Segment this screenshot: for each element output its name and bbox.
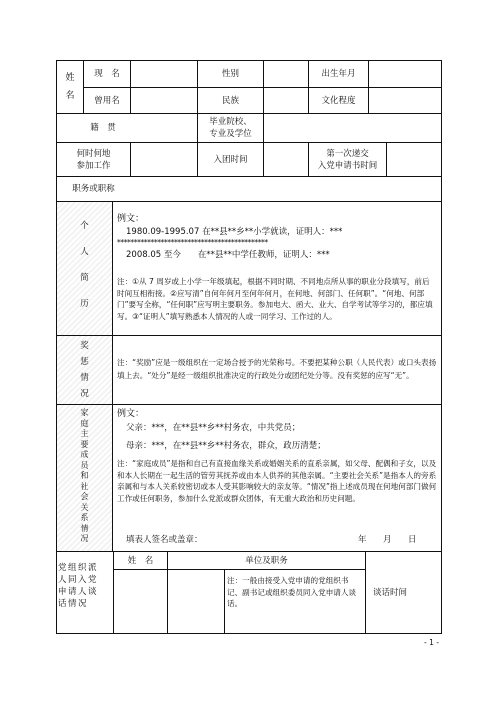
former-name-label: 曾用名: [94, 95, 120, 106]
birth-field[interactable]: [369, 61, 441, 87]
resume-example-line-1: 1980.09-1995.07 在**县**乡**小学就读，证明人：***: [126, 227, 343, 237]
native-place-field[interactable]: [150, 114, 197, 142]
signature-field[interactable]: [215, 533, 345, 547]
talker-unit-note: 注：一般由接受入党申请的党组织书记、副书记或组织委员同入党申请人谈话。: [227, 576, 357, 609]
first-application-label: 第一次递交 入党申请书时间: [317, 148, 378, 171]
family-example-label: 例文：: [117, 409, 145, 419]
birth-label: 出生年月: [321, 69, 356, 79]
education-field[interactable]: [369, 88, 441, 113]
name-section-label: 姓 名: [65, 73, 75, 101]
talker-unit-header: 单位及职务: [245, 555, 288, 566]
resume-example-label: 例文：: [117, 214, 145, 224]
first-application-field[interactable]: [387, 143, 441, 176]
family-mother: 母亲：***，在**县**乡**村务农，群众，政历清楚；: [126, 441, 326, 451]
position-field[interactable]: [131, 177, 441, 201]
resume-section-label: 个 人 简 历: [80, 221, 89, 309]
school-major-field[interactable]: [264, 114, 441, 142]
talk-time-field[interactable]: [414, 552, 441, 633]
position-label: 职务或职称: [72, 184, 115, 194]
league-time-field[interactable]: [264, 143, 308, 176]
league-time-label: 入团时间: [213, 154, 248, 165]
family-father: 父亲：***，在**县**乡**村务农，中共党员；: [126, 423, 301, 433]
ethnicity-label: 民族: [221, 95, 239, 106]
date-day: 日: [408, 535, 417, 545]
talk-section-label: 党组织派 人同入党 申请人谈 话情况: [58, 563, 99, 609]
signature-label: 填表人签名或盖章：: [126, 535, 203, 545]
awards-note: 注：“奖励”应是一级组织在一定场合授予的光荣称号。不要把某种公职（人民代表）或口头表扬填上去。“处分”是经一级组织批准决定的行政处分或团纪处分等。没有奖惩的应写“无”。: [117, 358, 437, 380]
family-section-label: 家 庭 主 要 成 员 和 社 会 关 系 情 况: [80, 408, 89, 543]
current-name-label: 现 名: [94, 69, 120, 79]
school-major-label: 毕业院校、 专业及学位: [209, 117, 252, 139]
education-label: 文化程度: [321, 95, 356, 106]
talker-name-header: 姓 名: [127, 555, 154, 566]
work-start-label: 何时何地 参加工作: [76, 148, 111, 171]
native-place-label: 籍 贯: [90, 123, 116, 133]
resume-note: 注：①从 7 周岁或上小学一年级填起，根据不同时期、不同地点所从事的职业分段填写，前后时间互相衔接。②应写清”自何年何月至何年何月，在何地、何部门、任何职”。“何地、何部门”要写全称，“任何职”应写明主要职务。参加电大、函大、业大、自学考试等学习的，都应填写。③“证明人”填写熟悉本人情况的人或一同学习、工作过的人。: [117, 277, 433, 321]
date-year: 年: [358, 535, 367, 545]
ethnicity-field[interactable]: [264, 88, 308, 113]
work-start-field[interactable]: [131, 143, 197, 176]
current-name-field[interactable]: [131, 61, 197, 87]
gender-label: 性别: [221, 69, 239, 79]
gender-field[interactable]: [264, 61, 308, 87]
awards-section-label: 奖 惩 情 况: [80, 341, 89, 399]
page-number: - 1 -: [424, 638, 439, 647]
family-note: 注：“家庭成员”是指和自己有直接血缘关系或婚姻关系的直系亲属，如父母、配偶和子女，以及和本人长期在一起生活的管劳其抚养或由本人供养的其他亲属。“主要社会关系”是指本人的旁系亲属和与本人关系较密切或本人受其影响较大的亲友等。“情况”指上述成员现在何地何部门做何工作或任何职务，参加什么党派或群众团体，有无重大政治和历史问题。: [117, 459, 437, 503]
resume-example-line-2: 2008.05 至今 在**县**中学任教师，证明人：***: [126, 250, 330, 260]
talker-name-field[interactable]: [114, 570, 224, 633]
talk-time-label: 谈话时间: [372, 587, 407, 598]
former-name-field[interactable]: [131, 88, 197, 113]
resume-stars: *********************************************: [117, 238, 268, 247]
date-month: 月: [383, 535, 392, 545]
